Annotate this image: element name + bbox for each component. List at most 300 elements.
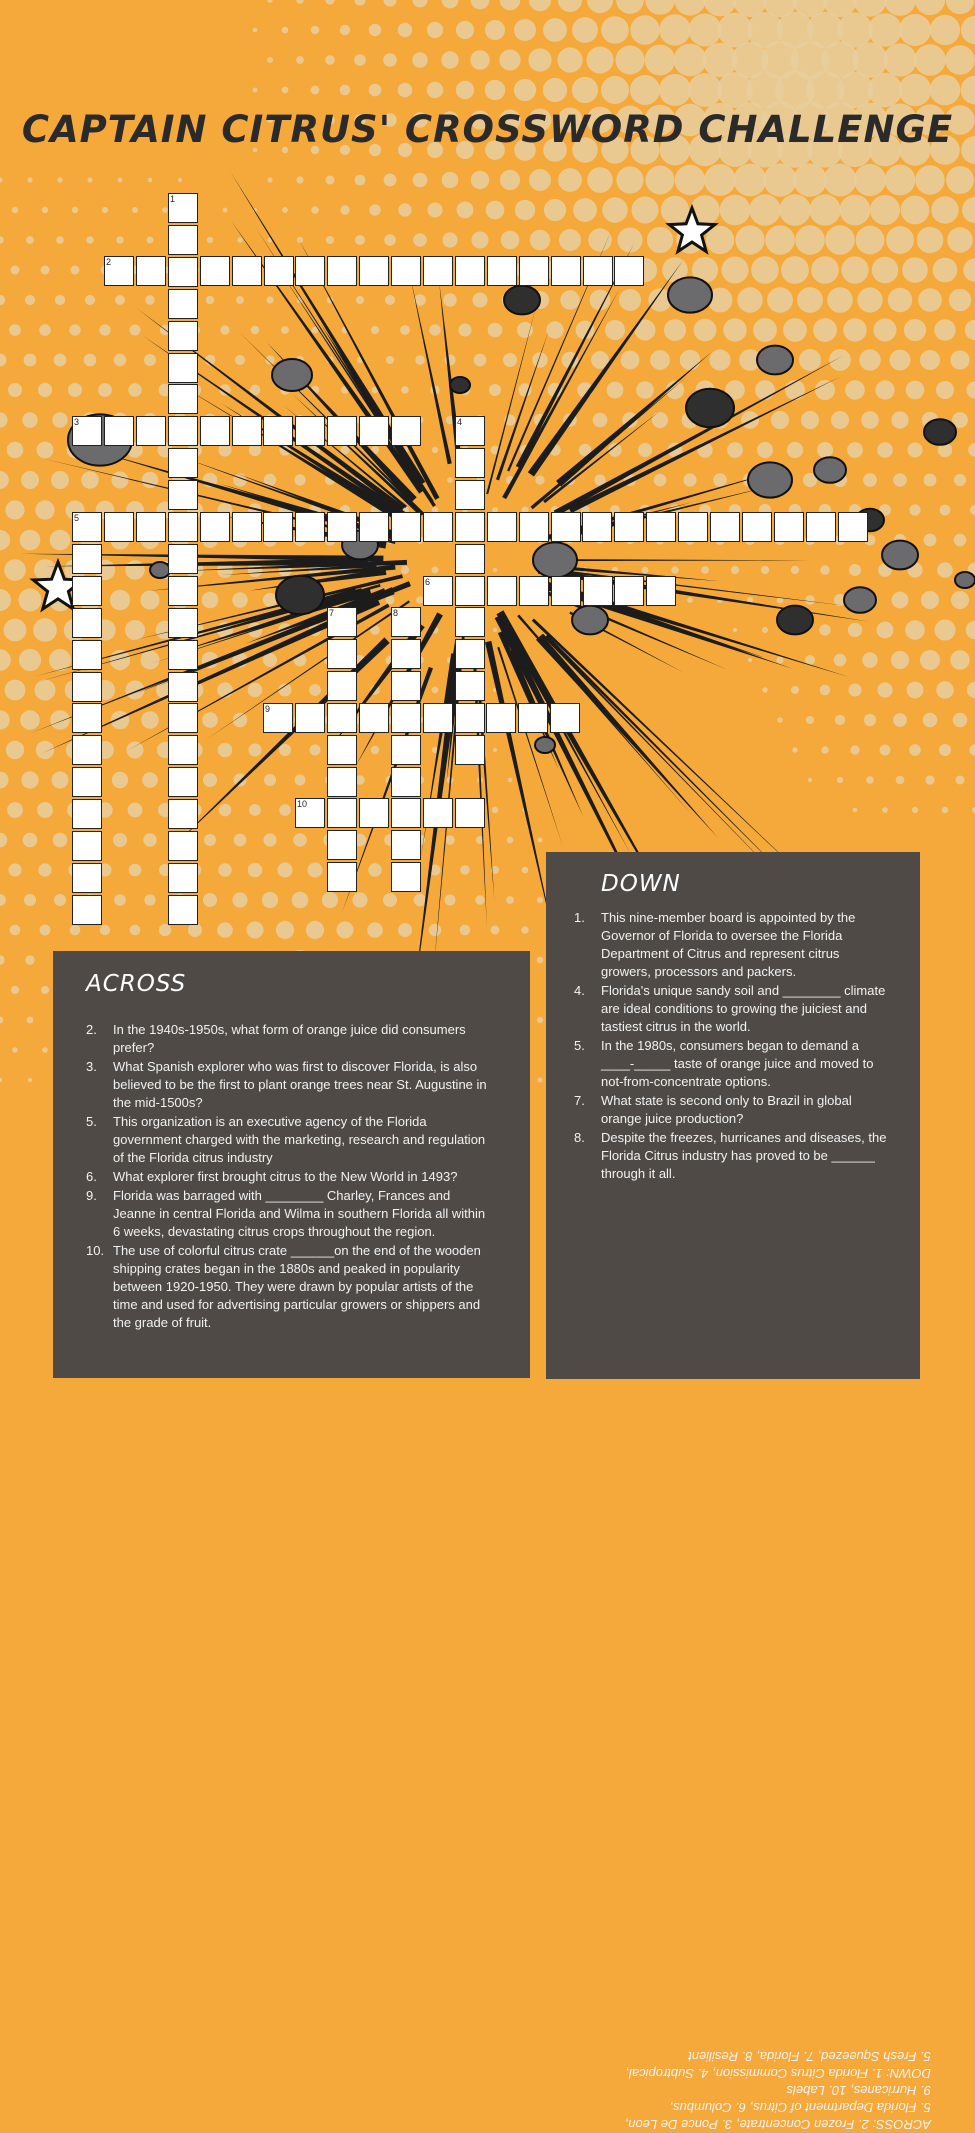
crossword-cell[interactable]: [168, 799, 198, 829]
crossword-cell[interactable]: [423, 703, 453, 733]
crossword-cell[interactable]: [327, 767, 357, 797]
crossword-cell[interactable]: [742, 512, 772, 542]
halftone-dot: [355, 235, 365, 245]
crossword-cell[interactable]: [72, 831, 102, 861]
crossword-cell[interactable]: [263, 416, 293, 446]
halftone-dot: [647, 227, 673, 253]
halftone-dot: [337, 922, 354, 939]
halftone-dot: [949, 289, 971, 311]
crossword-cell[interactable]: [168, 863, 198, 893]
crossword-cell[interactable]: [391, 735, 421, 765]
halftone-dot: [141, 711, 159, 729]
halftone-dot: [385, 295, 395, 305]
crossword-cell[interactable]: [487, 576, 517, 606]
crossword-cell[interactable]: [583, 576, 613, 606]
halftone-dot: [11, 266, 20, 275]
crossword-cell[interactable]: [168, 831, 198, 861]
halftone-dot: [140, 590, 159, 609]
halftone-dot: [671, 566, 678, 573]
halftone-dot: [248, 683, 262, 697]
crossword-cell[interactable]: [168, 257, 198, 287]
crossword-cell[interactable]: [168, 289, 198, 319]
crossword-cell[interactable]: [614, 256, 644, 286]
page-title: CAPTAIN CITRUS' CROSSWORD CHALLENGE: [0, 108, 975, 151]
halftone-dot: [621, 351, 640, 370]
rock-shape: [814, 457, 846, 483]
halftone-dot: [132, 207, 138, 213]
crossword-cell[interactable]: [264, 256, 294, 286]
halftone-dot: [460, 925, 471, 936]
crossword-cell[interactable]: [327, 735, 357, 765]
halftone-dot: [521, 926, 528, 933]
crossword-cell[interactable]: [72, 799, 102, 829]
crossword-cell[interactable]: [455, 798, 485, 828]
halftone-dot: [906, 381, 925, 400]
halftone-dot: [501, 231, 520, 250]
crossword-cell[interactable]: [423, 798, 453, 828]
across-clue: [86, 1113, 495, 1167]
across-clue-list: [86, 1021, 495, 1332]
crossword-cell[interactable]: [486, 703, 516, 733]
crossword-cell[interactable]: [359, 512, 389, 542]
crossword-cell[interactable]: [391, 639, 421, 669]
halftone-dot: [925, 775, 934, 784]
crossword-cell[interactable]: [391, 671, 421, 701]
halftone-dot: [847, 442, 863, 458]
crossword-cell[interactable]: [519, 576, 549, 606]
rock-shape: [668, 277, 712, 312]
halftone-dot: [537, 897, 543, 903]
halftone-dot: [522, 867, 529, 874]
halftone-dot: [401, 386, 409, 394]
crossword-cell[interactable]: [455, 735, 485, 765]
crossword-cell[interactable]: [455, 544, 485, 574]
halftone-dot: [701, 566, 709, 574]
crossword-cell[interactable]: [359, 703, 389, 733]
halftone-dot: [56, 236, 64, 244]
halftone-dot: [675, 165, 705, 195]
rock-shape: [533, 542, 577, 577]
crossword-cell[interactable]: [455, 607, 485, 637]
crossword-cell[interactable]: [710, 512, 740, 542]
halftone-dot: [0, 412, 8, 427]
crossword-cell[interactable]: [391, 416, 421, 446]
halftone-dot: [27, 177, 32, 182]
halftone-dot: [940, 505, 951, 516]
crossword-cell[interactable]: [168, 353, 198, 383]
crossword-cell[interactable]: [327, 416, 357, 446]
crossword-cell[interactable]: [423, 256, 453, 286]
crossword-cell[interactable]: [72, 863, 102, 893]
crossword-cell[interactable]: [168, 767, 198, 797]
halftone-dot: [0, 178, 3, 183]
halftone-dot: [202, 592, 219, 609]
crossword-cell[interactable]: [583, 256, 613, 286]
halftone-dot: [39, 324, 51, 336]
rock-shape: [450, 377, 470, 393]
crossword-cell[interactable]: [72, 576, 102, 606]
halftone-dot: [687, 597, 693, 603]
crossword-cell[interactable]: [582, 512, 612, 542]
crossword-cell[interactable]: [72, 735, 102, 765]
halftone-dot: [514, 79, 536, 101]
clue-text: What Spanish explorer who was first to discover Florida, is also believed to be the first to plant orange trees near St. Augustine in the mid-1500s?: [113, 1059, 487, 1110]
halftone-dot: [920, 650, 940, 670]
crossword-cell[interactable]: [168, 225, 198, 255]
crossword-cell[interactable]: [136, 256, 166, 286]
halftone-dot: [680, 350, 701, 371]
halftone-dot: [806, 716, 814, 724]
crossword-cell[interactable]: [104, 512, 134, 542]
halftone-dot: [694, 319, 717, 342]
halftone-dot: [55, 295, 65, 305]
halftone-dot: [709, 349, 730, 370]
crossword-cell[interactable]: [168, 576, 198, 606]
crossword-cell[interactable]: [518, 703, 548, 733]
halftone-dot: [326, 236, 334, 244]
halftone-dot: [295, 775, 306, 786]
halftone-dot: [0, 1078, 2, 1082]
down-clue: [574, 1129, 892, 1183]
halftone-dot: [845, 380, 865, 400]
crossword-cell[interactable]: [168, 608, 198, 638]
halftone-dot: [767, 287, 793, 313]
halftone-dot: [733, 628, 737, 632]
crossword-cell[interactable]: [359, 798, 389, 828]
halftone-dot: [888, 288, 912, 312]
crossword-cell[interactable]: [550, 703, 580, 733]
halftone-dot: [112, 772, 128, 788]
halftone-dot: [587, 47, 614, 74]
crossword-cell[interactable]: [72, 608, 102, 638]
halftone-dot: [930, 15, 960, 45]
crossword-cell[interactable]: [359, 256, 389, 286]
crossword-cell[interactable]: [72, 703, 102, 733]
halftone-dot: [0, 530, 10, 550]
across-clue: [86, 1168, 495, 1186]
halftone-dot: [763, 163, 796, 196]
halftone-dot: [650, 350, 670, 370]
halftone-dot: [54, 354, 67, 367]
halftone-dot: [741, 411, 759, 429]
crossword-cell[interactable]: [295, 703, 325, 733]
halftone-dot: [7, 442, 24, 459]
halftone-dot: [917, 227, 944, 254]
crossword-cell[interactable]: [487, 512, 517, 542]
halftone-dot: [664, 319, 686, 341]
halftone-dot: [722, 257, 749, 284]
crossword-cell[interactable]: [551, 512, 581, 542]
crossword-cell[interactable]: [614, 576, 644, 606]
crossword-cell[interactable]: [327, 256, 357, 286]
crossword-cell[interactable]: [327, 703, 357, 733]
grid-clue-number: 6: [425, 578, 430, 587]
crossword-cell[interactable]: [519, 256, 549, 286]
clue-number: 5.: [86, 1113, 97, 1131]
crossword-cell[interactable]: [200, 256, 230, 286]
halftone-dot: [638, 443, 652, 457]
crossword-cell[interactable]: [168, 512, 198, 542]
halftone-dot: [753, 318, 777, 342]
halftone-dot: [369, 204, 380, 215]
halftone-dot: [398, 23, 412, 37]
crossword-cell[interactable]: [72, 767, 102, 797]
halftone-dot: [130, 925, 141, 936]
halftone-dot: [276, 921, 294, 939]
crossword-cell[interactable]: [455, 256, 485, 286]
crossword-cell[interactable]: [168, 480, 198, 510]
crossword-cell[interactable]: [327, 830, 357, 860]
halftone-dot: [930, 75, 961, 106]
crossword-cell[interactable]: [136, 512, 166, 542]
crossword-cell[interactable]: [391, 512, 421, 542]
crossword-cell[interactable]: [104, 416, 134, 446]
halftone-dot: [572, 17, 598, 43]
halftone-dot: [41, 986, 49, 994]
halftone-dot: [590, 290, 611, 311]
crossword-cell[interactable]: [774, 512, 804, 542]
crossword-cell[interactable]: [200, 512, 230, 542]
halftone-dot: [235, 355, 245, 365]
halftone-dot: [905, 620, 925, 640]
halftone-dot: [4, 559, 26, 581]
crossword-cell[interactable]: [391, 767, 421, 797]
halftone-dot: [893, 473, 906, 486]
halftone-dot: [296, 56, 304, 64]
crossword-cell[interactable]: [519, 512, 549, 542]
crossword-cell[interactable]: [551, 256, 581, 286]
halftone-dot: [99, 324, 110, 335]
halftone-dot: [11, 986, 19, 994]
halftone-dot: [559, 229, 581, 251]
halftone-dot: [558, 168, 582, 192]
crossword-cell[interactable]: [614, 512, 644, 542]
halftone-dot: [892, 592, 909, 609]
crossword-cell[interactable]: [678, 512, 708, 542]
halftone-dot: [369, 84, 382, 97]
crossword-cell[interactable]: [455, 480, 485, 510]
crossword-cell[interactable]: [327, 639, 357, 669]
halftone-dot: [808, 778, 812, 782]
halftone-dot: [7, 802, 23, 818]
crossword-cell[interactable]: [391, 703, 421, 733]
crossword-cell[interactable]: [455, 703, 485, 733]
crossword-cell[interactable]: [168, 416, 198, 446]
crossword-cell[interactable]: [455, 576, 485, 606]
crossword-cell[interactable]: [232, 416, 262, 446]
crossword-cell[interactable]: [168, 384, 198, 414]
halftone-dot: [515, 200, 535, 220]
crossword-cell[interactable]: [327, 862, 357, 892]
crossword-cell[interactable]: [391, 256, 421, 286]
halftone-dot: [206, 296, 214, 304]
halftone-dot: [901, 196, 930, 225]
halftone-dot: [616, 46, 645, 75]
halftone-dot: [918, 288, 942, 312]
crossword-cell[interactable]: [232, 256, 262, 286]
halftone-dot: [203, 893, 217, 907]
crossword-cell[interactable]: [327, 798, 357, 828]
halftone-dot: [720, 195, 751, 226]
down-clue: [574, 909, 892, 981]
clue-text: What state is second only to Brazil in global orange juice production?: [601, 1093, 852, 1126]
crossword-cell[interactable]: [423, 512, 453, 542]
halftone-dot: [325, 55, 335, 65]
halftone-dot: [223, 208, 228, 213]
halftone-dot: [891, 411, 908, 428]
crossword-cell[interactable]: [136, 416, 166, 446]
rock-shape: [955, 572, 975, 588]
halftone-dot: [965, 320, 975, 340]
halftone-dot: [218, 863, 231, 876]
crossword-cell[interactable]: [72, 640, 102, 670]
crossword-cell[interactable]: [391, 862, 421, 892]
across-clue: [86, 1021, 495, 1057]
grid-clue-number: 7: [329, 609, 334, 618]
crossword-cell[interactable]: [359, 416, 389, 446]
halftone-dot: [824, 164, 857, 197]
halftone-dot: [951, 591, 969, 609]
crossword-cell[interactable]: [168, 544, 198, 574]
crossword-cell[interactable]: [646, 576, 676, 606]
halftone-dot: [825, 225, 854, 254]
halftone-dot: [866, 776, 874, 784]
crossword-cell[interactable]: [168, 735, 198, 765]
halftone-dot: [36, 741, 54, 759]
halftone-dot: [508, 778, 513, 783]
halftone-dot: [792, 747, 797, 752]
halftone-dot: [924, 474, 937, 487]
halftone-dot: [113, 833, 127, 847]
crossword-cell[interactable]: [232, 512, 262, 542]
crossword-cell[interactable]: [200, 416, 230, 446]
crossword-cell[interactable]: [327, 512, 357, 542]
crossword-cell[interactable]: [168, 448, 198, 478]
halftone-dot: [793, 163, 827, 197]
halftone-dot: [26, 236, 34, 244]
halftone-dot: [265, 355, 274, 364]
halftone-dot: [674, 0, 705, 16]
halftone-dot: [470, 50, 489, 69]
crossword-cell[interactable]: [168, 703, 198, 733]
crossword-cell[interactable]: [455, 512, 485, 542]
crossword-cell[interactable]: [168, 640, 198, 670]
halftone-dot: [474, 354, 487, 367]
answer-key-line: ACROSS: 2. Frozen Concentrate, 3. Ponce De Leon,: [576, 2116, 931, 2133]
halftone-dot: [0, 354, 6, 367]
crossword-cell[interactable]: [72, 895, 102, 925]
halftone-dot: [21, 471, 39, 489]
halftone-dot: [441, 51, 458, 68]
crossword-cell[interactable]: [391, 798, 421, 828]
halftone-dot: [86, 236, 94, 244]
halftone-dot: [933, 258, 958, 283]
crossword-cell[interactable]: [168, 895, 198, 925]
halftone-dot: [908, 443, 923, 458]
crossword-cell[interactable]: [168, 672, 198, 702]
crossword-cell[interactable]: [327, 671, 357, 701]
halftone-dot: [601, 16, 629, 44]
halftone-dot: [882, 807, 888, 813]
grid-clue-number: 3: [74, 418, 79, 427]
crossword-cell[interactable]: [72, 544, 102, 574]
halftone-dot: [762, 687, 767, 692]
clue-number: 4.: [574, 982, 585, 1000]
halftone-dot: [791, 686, 799, 694]
halftone-dot: [111, 711, 130, 730]
clue-number: 3.: [86, 1058, 97, 1076]
halftone-dot: [514, 19, 536, 41]
crossword-cell[interactable]: [295, 416, 325, 446]
crossword-cell[interactable]: [168, 321, 198, 351]
halftone-dot: [4, 619, 27, 642]
halftone-dot: [38, 383, 52, 397]
halftone-dot: [899, 74, 932, 107]
halftone-dot: [232, 592, 247, 607]
halftone-dot: [19, 589, 42, 612]
crossword-cell[interactable]: [263, 512, 293, 542]
halftone-dot: [573, 198, 597, 222]
crossword-cell[interactable]: [646, 512, 676, 542]
across-clue: [86, 1058, 495, 1112]
crossword-cell[interactable]: [487, 256, 517, 286]
halftone-dot: [326, 176, 335, 185]
halftone-dot: [797, 287, 823, 313]
crossword-cell[interactable]: [551, 576, 581, 606]
halftone-dot: [22, 412, 37, 427]
across-panel: [53, 951, 530, 1378]
halftone-dot: [727, 442, 743, 458]
halftone-dot: [456, 81, 474, 99]
halftone-dot: [907, 682, 924, 699]
halftone-dot: [859, 349, 880, 370]
halftone-dot: [954, 474, 966, 486]
crossword-cell[interactable]: [295, 256, 325, 286]
burst-line: [526, 664, 631, 855]
halftone-dot: [0, 772, 9, 789]
halftone-dot: [909, 744, 921, 756]
halftone-dot: [25, 955, 34, 964]
halftone-dot: [384, 0, 397, 7]
crossword-cell[interactable]: [455, 639, 485, 669]
crossword-cell[interactable]: [838, 512, 868, 542]
halftone-dot: [367, 922, 383, 938]
down-heading: DOWN: [601, 871, 892, 897]
crossword-cell[interactable]: [806, 512, 836, 542]
answer-key-upside-down: [576, 2048, 931, 2133]
down-panel: [546, 852, 920, 1379]
crossword-cell[interactable]: [295, 512, 325, 542]
halftone-dot: [602, 197, 627, 222]
halftone-dot: [909, 504, 920, 515]
halftone-dot: [853, 808, 858, 813]
across-clue: [86, 1242, 495, 1332]
halftone-dot: [297, 237, 303, 243]
halftone-dot: [915, 165, 944, 194]
halftone-dot: [50, 710, 70, 730]
crossword-cell[interactable]: [391, 830, 421, 860]
crossword-cell[interactable]: [455, 671, 485, 701]
halftone-dot: [904, 319, 926, 341]
down-clue-list: [574, 909, 892, 1183]
halftone-dot: [499, 49, 520, 70]
halftone-dot: [50, 530, 70, 550]
crossword-cell[interactable]: [455, 448, 485, 478]
crossword-cell[interactable]: [72, 672, 102, 702]
halftone-dot: [204, 834, 216, 846]
halftone-dot: [459, 324, 472, 337]
halftone-dot: [532, 352, 547, 367]
